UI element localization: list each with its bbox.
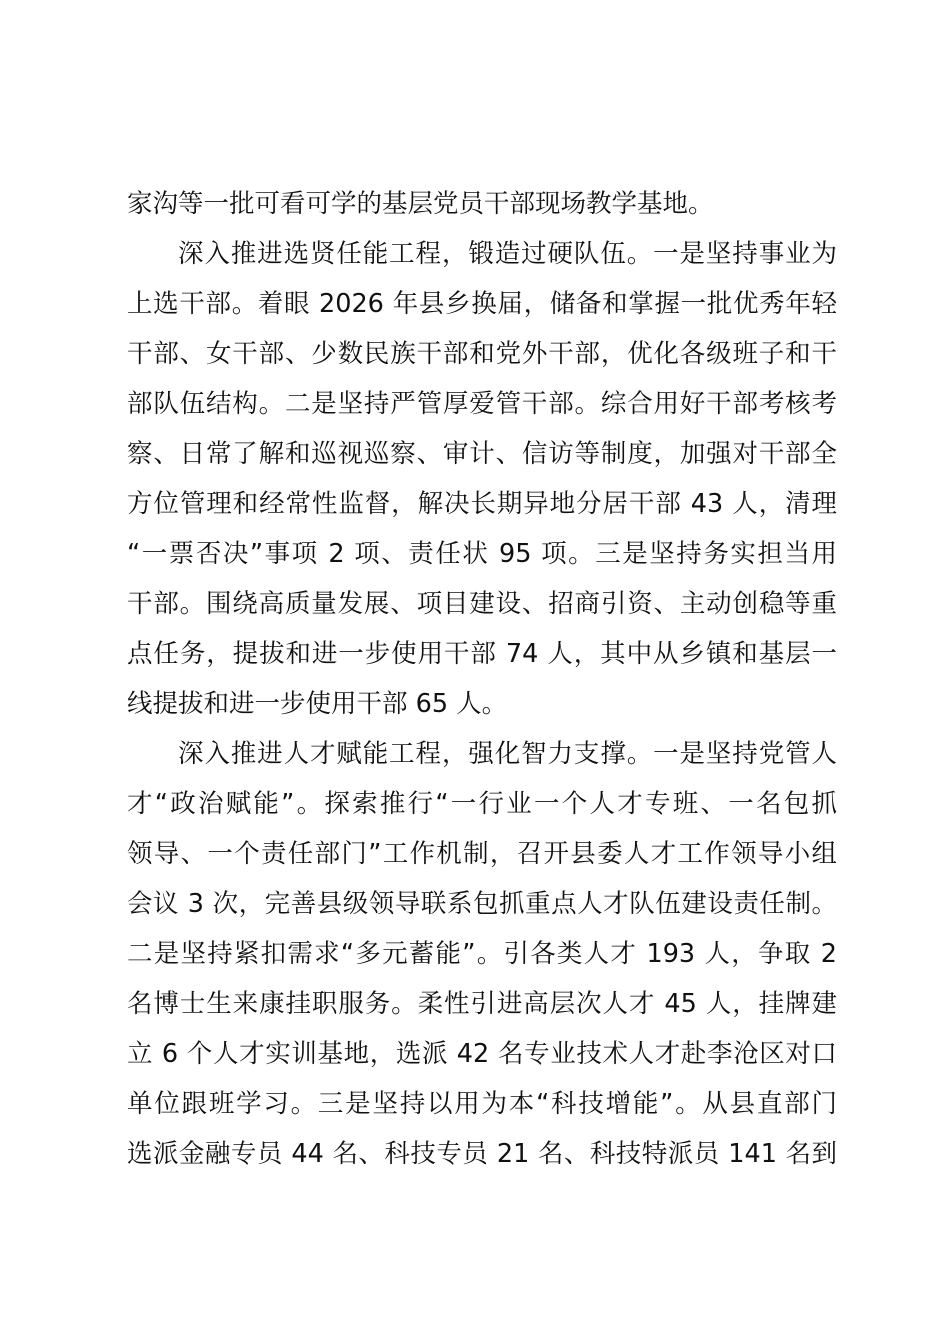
text-line-15: 会议 3 次，完善县级领导联系包抓重点人才队伍建设责任制。 bbox=[127, 889, 837, 919]
text-line-3: 上选干部。着眼 2026 年县乡换届，储备和掌握一批优秀年轻 bbox=[127, 289, 837, 319]
text-line-18: 立 6 个人才实训基地，选派 42 名专业技术人才赴李沧区对口 bbox=[127, 1039, 837, 1069]
text-line-20: 选派金融专员 44 名、科技专员 21 名、科技特派员 141 名到 bbox=[127, 1139, 837, 1169]
text-line-12: 深入推进人才赋能工程，强化智力支撑。一是坚持党管人 bbox=[178, 739, 837, 769]
text-line-10: 点任务，提拔和进一步使用干部 74 人，其中从乡镇和基层一 bbox=[127, 639, 837, 669]
text-line-13: 才“政治赋能”。探索推行“一行业一个人才专班、一名包抓 bbox=[127, 789, 837, 819]
text-line-5: 部队伍结构。二是坚持严管厚爱管干部。综合用好干部考核考 bbox=[127, 389, 837, 419]
text-line-11: 线提拔和进一步使用干部 65 人。 bbox=[127, 689, 508, 719]
text-line-8: “一票否决”事项 2 项、责任状 95 项。三是坚持务实担当用 bbox=[127, 539, 837, 569]
text-line-19: 单位跟班学习。三是坚持以用为本“科技增能”。从县直部门 bbox=[127, 1089, 837, 1119]
text-line-6: 察、日常了解和巡视巡察、审计、信访等制度，加强对干部全 bbox=[127, 439, 837, 469]
text-line-4: 干部、女干部、少数民族干部和党外干部，优化各级班子和干 bbox=[127, 339, 837, 369]
text-line-1: 家沟等一批可看可学的基层党员干部现场教学基地。 bbox=[127, 189, 714, 219]
text-line-14: 领导、一个责任部门”工作机制，召开县委人才工作领导小组 bbox=[127, 839, 837, 869]
text-line-17: 名博士生来康挂职服务。柔性引进高层次人才 45 人，挂牌建 bbox=[127, 989, 837, 1019]
text-line-9: 干部。围绕高质量发展、项目建设、招商引资、主动创稳等重 bbox=[127, 589, 837, 619]
text-line-16: 二是坚持紧扣需求“多元蓄能”。引各类人才 193 人，争取 2 bbox=[127, 939, 837, 969]
text-line-7: 方位管理和经常性监督，解决长期异地分居干部 43 人，清理 bbox=[127, 489, 837, 519]
text-line-2: 深入推进选贤任能工程，锻造过硬队伍。一是坚持事业为 bbox=[178, 239, 837, 269]
